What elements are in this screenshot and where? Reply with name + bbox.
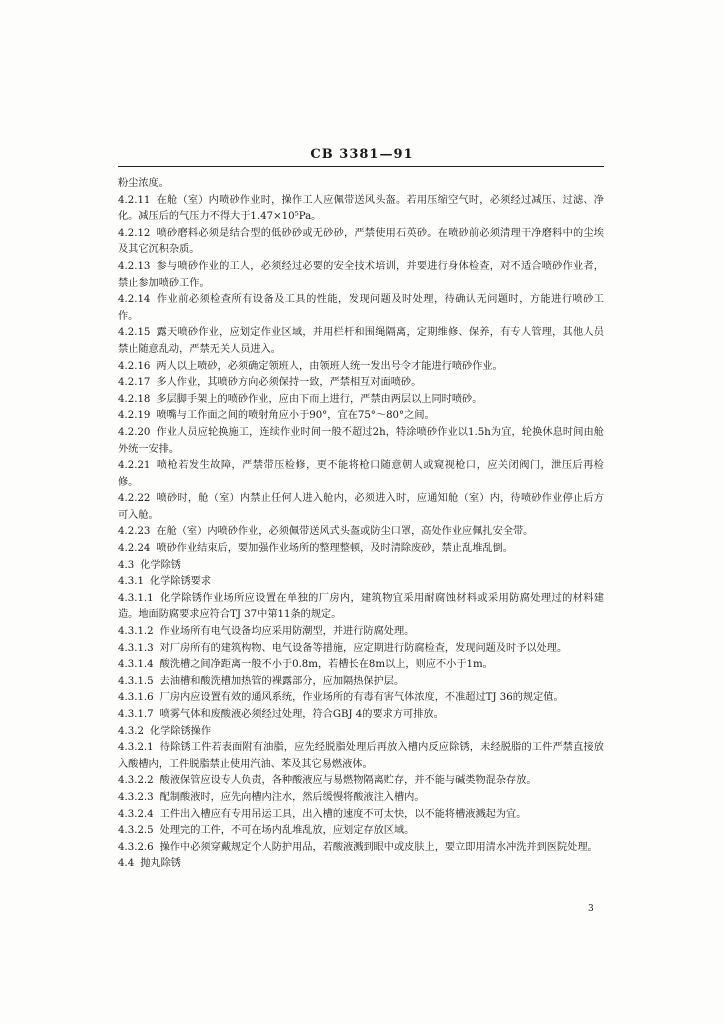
clause-number: 4.2.19: [118, 410, 151, 422]
paragraph: [118, 574, 604, 591]
clause-text: 在舱（室）内喷砂作业时，操作工人应佩带送风头盔。若用压缩空气时，必须经过减压、过滤、净化。减压后的气压力不得大于1.47×10⁵Pa。: [118, 194, 604, 223]
paragraph: [118, 657, 604, 674]
clause-text: 酸液保管应设专人负责，各种酸液应与易燃物隔离贮存，并不能与碱类物混杂存放。: [159, 775, 537, 787]
paragraph: [118, 624, 604, 641]
clause-text: 厂房内应设置有效的通风系统，作业场所的有毒有害气体浓度，不准超过TJ 36的规定值。: [159, 692, 564, 704]
paragraph: [118, 807, 604, 824]
clause-text: 化学除锈要求: [149, 576, 212, 588]
clause-text: 化学除锈操作: [149, 725, 212, 737]
paragraph: [118, 690, 604, 707]
paragraph: [118, 674, 604, 691]
clause-number: 4.3.2.5: [118, 825, 154, 837]
paragraph: [118, 392, 604, 409]
paragraph: [118, 292, 604, 325]
clause-text: 露天喷砂作业，应划定作业区域，并用栏杆和围绳隔离，定期维修、保养，有专人管理，其他人员禁止随意乱动，严禁无关人员进入。: [118, 327, 604, 355]
clause-number: 4.3.2: [118, 725, 144, 737]
paragraph: [118, 707, 604, 724]
paragraph: [118, 226, 604, 259]
paragraph: [118, 541, 604, 558]
clause-number: 4.3.2.6: [118, 841, 154, 853]
paragraph: [118, 375, 604, 392]
paragraph: [118, 840, 604, 857]
clause-number: 4.2.23: [118, 526, 151, 538]
clause-number: 4.2.14: [118, 294, 151, 306]
clause-number: 4.4: [118, 858, 135, 870]
clause-number: 4.3.1.2: [118, 626, 154, 638]
clause-text: 操作中必须穿戴规定个人防护用品，若酸液溅到眼中或皮肤上，要立即用清水冲洗并到医院处理。: [159, 841, 598, 853]
paragraph: [118, 641, 604, 658]
clause-text: 多人作业，其喷砂方向必须保持一致，严禁相互对面喷砂。: [156, 377, 422, 389]
clause-text: 参与喷砂作业的工人，必须经过必要的安全技术培训，并要进行身体检查，对不适合喷砂作业者，禁止参加喷砂工作。: [118, 260, 604, 289]
clause-number: 4.3.1.3: [118, 642, 154, 654]
clause-number: 4.2.12: [118, 227, 151, 239]
clause-number: 4.3: [118, 559, 135, 571]
clause-text: 喷枪若发生故障，严禁带压检修，更不能将枪口随意朝人或窥视枪口，应关闭阀门，泄压后再检修。: [118, 460, 604, 488]
clause-text: 两人以上喷砂，必须确定领班人，由领班人统一发出号令才能进行喷砂作业。: [156, 360, 503, 372]
clause-number: 4.3.1.7: [118, 709, 154, 720]
clause-number: 4.3.1.6: [118, 692, 154, 704]
paragraph: [118, 524, 604, 541]
clause-number: 4.2.13: [118, 260, 151, 272]
clause-text: 喷砂时，舱（室）内禁止任何人进入舱内，必须进入时，应通知舱（室）内，待喷砂作业停止后方可入舱。: [118, 493, 604, 521]
paragraph: [118, 823, 604, 840]
clause-number: 4.3.2.2: [118, 775, 154, 787]
clause-text: 在舱（室）内喷砂作业，必须佩带送风式头盔或防尘口罩，高处作业应佩扎安全带。: [156, 526, 534, 538]
clause-number: 4.3.2.4: [118, 808, 154, 820]
clause-text: 喷嘴与工作面之间的喷射角应小于90°，宜在75°～80°之间。: [156, 410, 435, 422]
paragraph: [118, 325, 604, 358]
clause-text: 多层脚手架上的喷砂作业，应由下而上进行，严禁由两层以上同时喷砂。: [156, 393, 483, 405]
paragraph: [118, 491, 604, 524]
paragraph: [118, 176, 604, 193]
clause-text: 对厂房所有的建筑构物、电气设备等措施，应定期进行防腐检查，发现问题及时予以处理。: [159, 642, 568, 654]
clause-number: 4.3.1.5: [118, 675, 154, 687]
paragraph: [118, 740, 604, 773]
document-body: [118, 176, 604, 873]
clause-number: 4.3.1.1: [118, 592, 154, 604]
clause-number: 4.3.1.4: [118, 659, 154, 671]
clause-number: 4.2.20: [118, 426, 151, 438]
paragraph: [118, 193, 604, 226]
paragraph: [118, 458, 604, 491]
clause-text: 待除锈工件若表面附有油脂，应先经脱脂处理后再放入槽内反应除锈，未经脱脂的工件严禁直接放入酸槽内，工件脱脂禁止使用汽油、苯及其它易燃液体。: [118, 742, 604, 770]
paragraph: [118, 773, 604, 790]
clause-number: 4.2.16: [118, 360, 151, 372]
clause-number: 4.3.2.3: [118, 791, 154, 803]
clause-text: 喷砂作业结束后，要加强作业场所的整理整顿，及时清除废砂，禁止乱堆乱倒。: [156, 543, 513, 555]
clause-text: 配制酸液时，应先向槽内注水，然后缓慢将酸液注入槽内。: [159, 791, 425, 803]
paragraph: [118, 724, 604, 741]
clause-text: 化学除锈作业场所应设置在单独的厂房内，建筑物宜采用耐腐蚀材料或采用防腐处理过的材料建造。地面防腐要求应符合TJ 37中第11条的规定。: [118, 592, 604, 621]
clause-number: 4.2.17: [118, 377, 151, 389]
clause-number: 4.3.1: [118, 576, 144, 588]
paragraph: [118, 790, 604, 807]
clause-number: 4.2.18: [118, 393, 151, 405]
page-number: 3: [588, 904, 594, 914]
paragraph: [118, 856, 604, 873]
header-rule: [118, 166, 604, 167]
clause-number: 4.3.2.1: [118, 742, 154, 754]
clause-text: 作业场所有电气设备均应采用防潮型，并进行防腐处理。: [159, 626, 415, 638]
paragraph: [118, 259, 604, 292]
clause-text: 抛丸除锈: [140, 858, 181, 870]
clause-text: 喷雾气体和废酸液必须经过处理，符合GBJ 4的要求方可排放。: [159, 709, 444, 720]
clause-number: 4.2.15: [118, 327, 151, 339]
clause-text: 作业人员应轮换施工，连续作业时间一般不超过2h，特涂喷砂作业以1.5h为宜，轮换休息时间由舱外统一安排。: [118, 426, 604, 455]
paragraph: [118, 425, 604, 458]
paragraph: [118, 591, 604, 624]
clause-text: 喷砂磨料必须是结合型的低砂砂或无砂砂，严禁使用石英砂。在喷砂前必须清理干净磨料中的尘埃及其它沉积杂质。: [118, 227, 604, 256]
clause-number: 4.2.21: [118, 460, 151, 472]
standard-code-header: CB 3381—91: [310, 147, 414, 162]
clause-text: 工件出入槽应有专用吊运工具，出入槽的速度不可太快，以不能将槽液溅起为宜。: [159, 808, 527, 820]
clause-text: 作业前必须检查所有设备及工具的性能，发现问题及时处理，待确认无问题时，方能进行喷砂工作。: [118, 294, 604, 322]
paragraph: [118, 408, 604, 425]
clause-text: 去油槽和酸洗槽加热管的裸露部分，应加隔热保护层。: [159, 675, 405, 687]
paragraph: [118, 359, 604, 376]
clause-text: 处理完的工件，不可在场内乱堆乱放，应划定存放区域。: [159, 825, 415, 837]
clause-number: 4.2.22: [118, 493, 151, 505]
clause-number: 4.2.24: [118, 543, 151, 555]
clause-text: 粉尘浓度。: [118, 178, 169, 189]
clause-number: 4.2.11: [118, 194, 151, 206]
clause-text: 化学除锈: [140, 559, 181, 571]
clause-text: 酸洗槽之间净距离一般不小于0.8m，若槽长在8m以上，则应不小于1m。: [159, 659, 493, 671]
paragraph: [118, 558, 604, 575]
